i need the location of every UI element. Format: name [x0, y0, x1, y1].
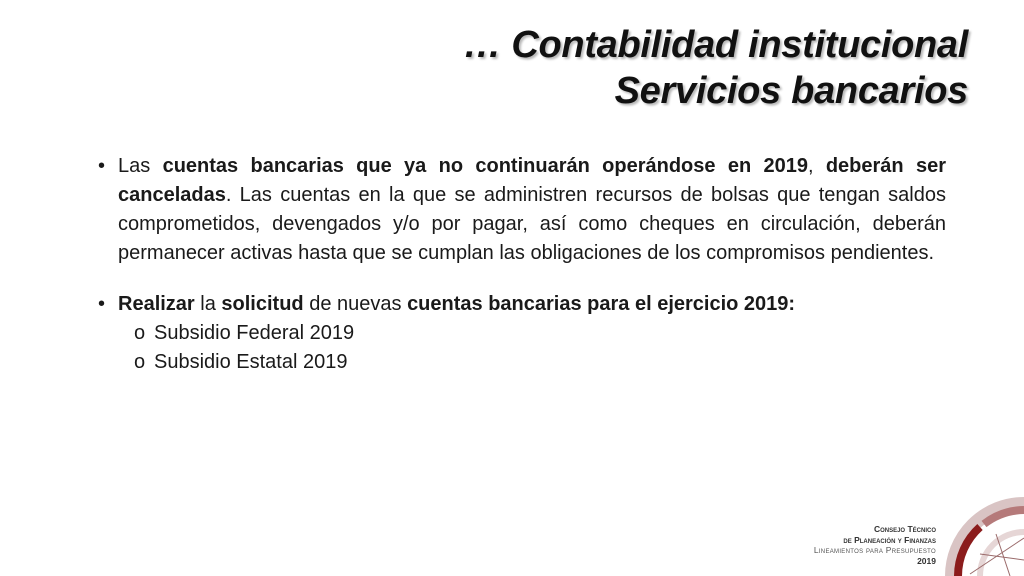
sub-bullet-marker: o [134, 351, 146, 373]
bullet1-bold-1: cuentas bancarias que ya no continuarán operándose en 2019 [162, 155, 808, 177]
bullet1-text-3: . Las cuentas en la que se administren recursos de bolsas que tengan saldos comprometidos, devengados y/o por pagar, así como cheques en circulación, deberán permanecer activas hasta que se cumplan las obligaciones de los compromisos pendientes. [118, 184, 946, 264]
logo-line-4: 2019 [917, 555, 936, 566]
logo-line-1: Consejo Técnico [873, 524, 936, 534]
logo-line-2: de Planeación y Finanzas [843, 534, 936, 545]
sub-item-text: Subsidio Estatal 2019 [154, 351, 348, 373]
logo-line-3: Lineamientos para Presupuesto [813, 545, 936, 555]
slide-title [463, 22, 968, 114]
bullet2-text-1: la [194, 293, 222, 315]
title-line-2: Servicios bancarios [614, 70, 968, 112]
bullet2-bold-2: solicitud [221, 293, 304, 315]
sub-bullet-marker: o [134, 322, 146, 344]
bullet2-bold-1: Realizar [118, 293, 195, 315]
bullet2-bold-3: cuentas bancarias para el ejercicio 2019: [407, 293, 796, 315]
sub-item-2 [96, 348, 946, 377]
bullet-item-2 [96, 290, 946, 319]
bullet2-text-2: de nuevas [303, 293, 408, 315]
bullet-marker: • [98, 155, 106, 177]
bullet-item-1 [96, 152, 946, 268]
slide-body [96, 152, 946, 377]
logo-emblem-icon [940, 494, 1024, 576]
sub-item-text: Subsidio Federal 2019 [154, 322, 355, 344]
bullet1-text-1: Las [118, 155, 163, 177]
logo-text [814, 524, 936, 566]
title-line-1: … Contabilidad institucional [463, 24, 968, 66]
sub-item-1 [96, 319, 946, 348]
bullet1-text-2: , [807, 155, 826, 177]
bullet-marker: • [98, 293, 106, 315]
bullet1-bold-2: deberán ser canceladas [118, 155, 946, 206]
